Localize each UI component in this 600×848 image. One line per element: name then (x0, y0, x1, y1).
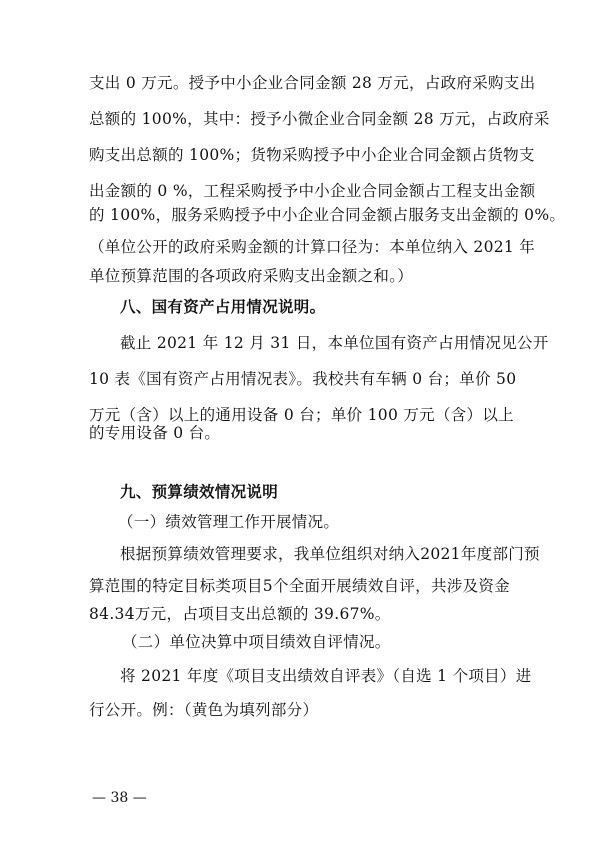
body-text-line: 支出 0 万元。授予中小企业合同金额 28 万元，占政府采购支出 (89, 74, 536, 92)
section-9-subheading: （一）绩效管理工作开展情况。 (118, 513, 340, 531)
section-9-text-line: 将 2021 年度《项目支出绩效自评表》（自选 1 个项目）进 (120, 667, 532, 685)
section-9-text-line: 根据预算绩效管理要求，我单位组织对纳入2021年度部门预 (120, 545, 540, 563)
section-9-text-line: 84.34万元，占项目支出总额的 39.67%。 (89, 605, 391, 623)
section-9-heading: 九、预算绩效情况说明 (120, 483, 279, 501)
section-9-subheading: （二）单位决算中项目绩效自评情况。 (122, 633, 391, 651)
section-9-text-line: 算范围的特定目标类项目5个全面开展绩效自评，共涉及资金 (89, 577, 510, 595)
section-8-text-line: 截止 2021 年 12 月 31 日，本单位国有资产占用情况见公开 (120, 334, 549, 352)
body-text-line: 出金额的 0 %，工程采购授予中小企业合同金额占工程支出金额 (89, 182, 536, 200)
body-text-line: 单位预算范围的各项政府采购支出金额之和。） (89, 267, 414, 285)
page-number: — 38 — (92, 790, 147, 806)
body-text-line: 的 100%，服务采购授予中小企业合同金额占服务支出金额的 0%。 (89, 206, 566, 224)
section-9-text-line: 行公开。例：（黄色为填列部分） (89, 701, 319, 719)
body-text-line: 总额的 100%，其中：授予小微企业合同金额 28 万元，占政府采 (89, 110, 550, 128)
section-8-heading: 八、国有资产占用情况说明。 (120, 298, 326, 316)
section-8-text-line: 万元（含）以上的通用设备 0 台；单价 100 万元（含）以上 (89, 406, 514, 424)
body-text-line: 购支出总额的 100%；货物采购授予中小企业合同金额占货物支 (89, 146, 535, 164)
section-8-text-line: 的专用设备 0 台。 (89, 424, 221, 442)
section-8-text-line: 10 表《国有资产占用情况表》。我校共有车辆 0 台；单价 50 (89, 370, 517, 388)
body-text-line: （单位公开的政府采购金额的计算口径为：本单位纳入 2021 年 (89, 238, 536, 256)
